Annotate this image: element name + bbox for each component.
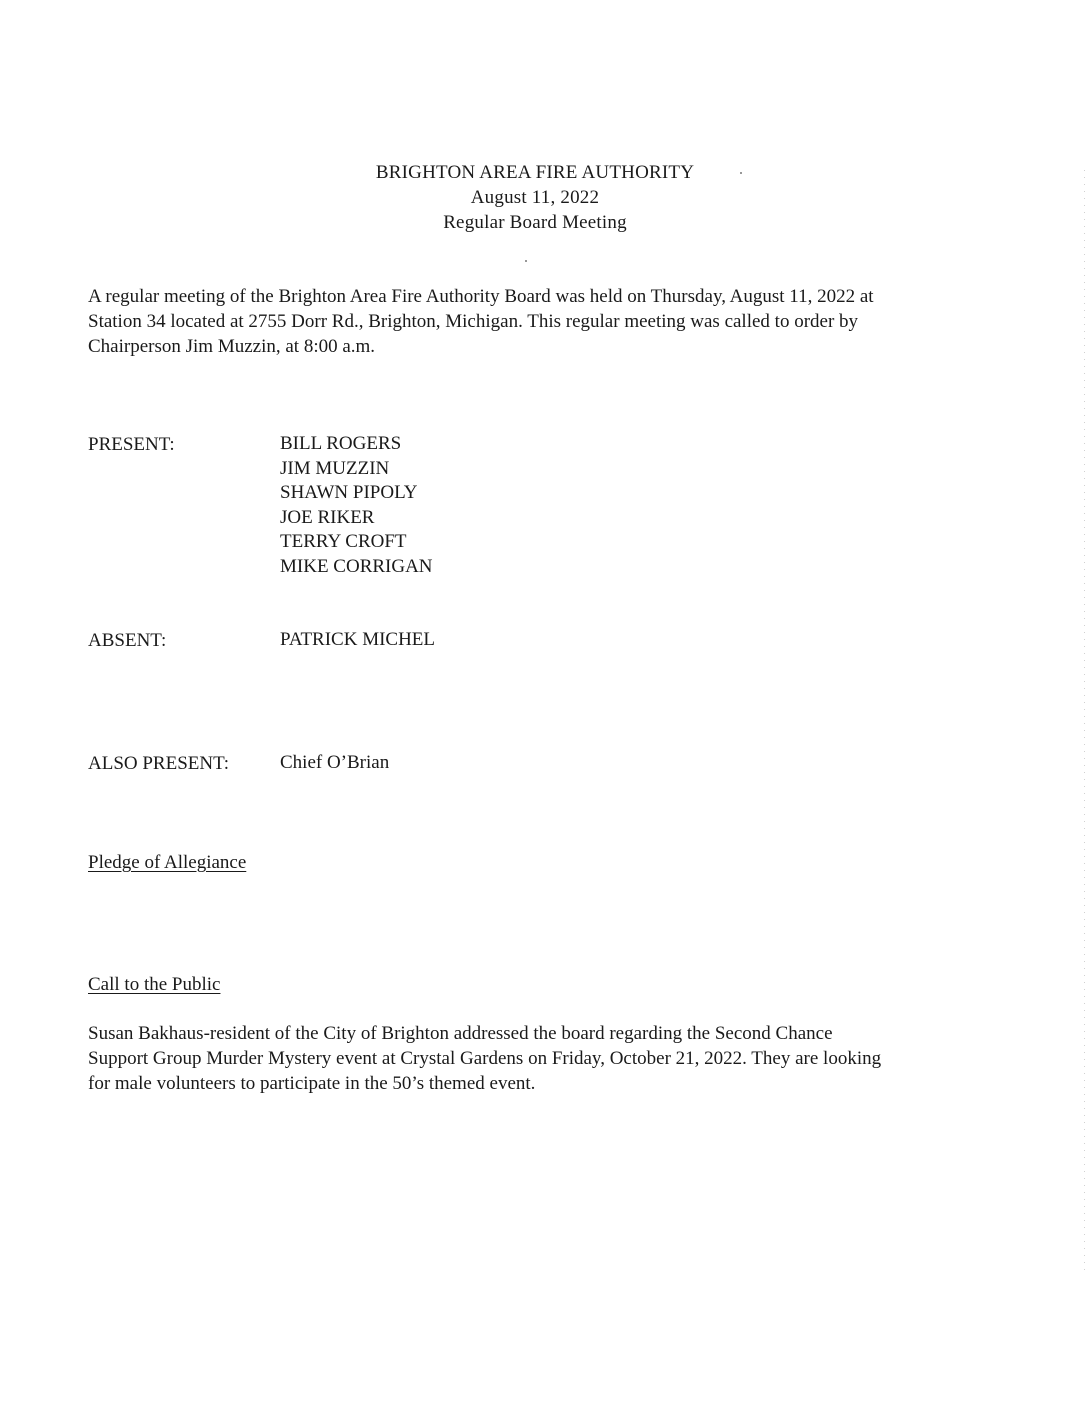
public-line: Support Group Murder Mystery event at Crystal Gardens on Friday, October 21, 2022. They are looking [88,1048,882,1069]
scan-edge-artifact [1084,170,1085,1270]
pledge-heading: Pledge of Allegiance [88,852,247,873]
intro-paragraph [88,284,1008,359]
meeting-date: August 11, 2022 [470,187,600,208]
absent-list [280,628,435,653]
scan-speck [740,172,742,174]
scan-speck [525,260,527,262]
intro-line: Chairperson Jim Muzzin, at 8:00 a.m. [88,336,376,357]
also-present-list [280,751,389,776]
call-to-public-paragraph [88,1021,1008,1096]
organization-title: BRIGHTON AREA FIRE AUTHORITY [375,162,695,183]
attendee-name: JIM MUZZIN [280,457,390,479]
attendee-name: TERRY CROFT [280,531,407,553]
intro-line: Station 34 located at 2755 Dorr Rd., Brighton, Michigan. This regular meeting was called to order by [88,311,859,332]
document-header [340,160,730,235]
absent-label: ABSENT: [88,630,167,651]
present-label: PRESENT: [88,434,175,455]
public-line: Susan Bakhaus-resident of the City of Brighton addressed the board regarding the Second Chance [88,1023,833,1044]
attendee-name: BILL ROGERS [280,433,402,454]
absentee-name: PATRICK MICHEL [280,629,436,650]
also-present-label: ALSO PRESENT: [88,753,230,774]
intro-line: A regular meeting of the Brighton Area Fire Authority Board was held on Thursday, August 11, 2022 at [88,286,874,307]
public-line: for male volunteers to participate in the 50’s themed event. [88,1073,536,1094]
meeting-type: Regular Board Meeting [443,212,627,233]
attendee-name: MIKE CORRIGAN [280,555,433,577]
call-to-public-heading: Call to the Public [88,974,221,995]
attendee-name: SHAWN PIPOLY [280,482,418,504]
attendee-name: JOE RIKER [280,506,375,528]
also-present-name: Chief O’Brian [280,752,390,773]
present-list [280,432,433,580]
